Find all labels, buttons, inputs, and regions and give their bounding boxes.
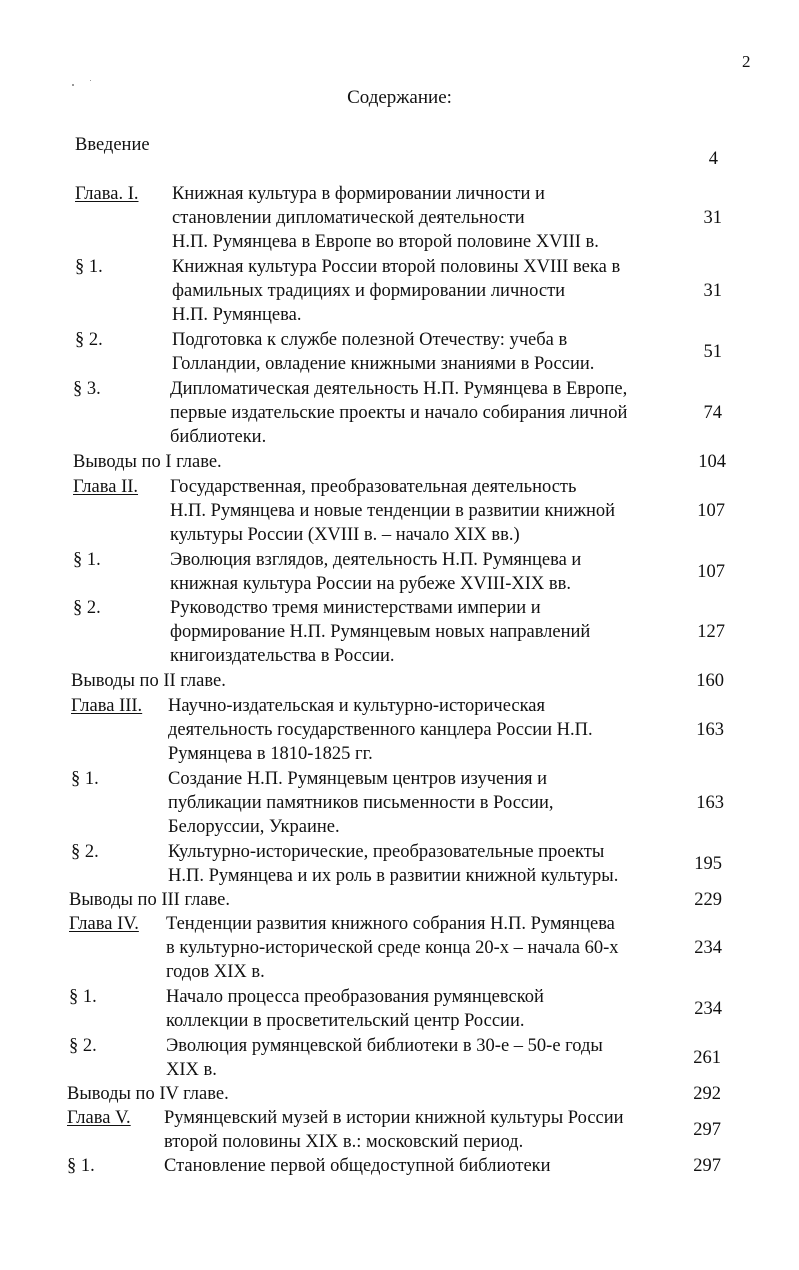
entry-line: в культурно-исторической среде конца 20-х – начала 60-х [166,938,619,958]
entry-page: 163 [696,793,724,813]
entry-line: Румянцева в 1810-1825 гг. [168,744,373,764]
toc-section [0,767,799,841]
entry-line: Тенденции развития книжного собрания Н.П. Румянцева [166,914,615,934]
toc-conclusion [0,669,799,695]
entry-line: Голландии, овладение книжными знаниями в России. [172,354,595,374]
conclusion-text: Выводы по II главе. [71,671,226,691]
entry-line: Н.П. Румянцева. [172,305,302,325]
toc-section [0,840,799,890]
entry-page: 261 [693,1048,721,1068]
entry-line: Дипломатическая деятельность Н.П. Румянцева в Европе, [170,379,628,399]
toc-section [0,328,799,378]
scan-speck [72,84,74,86]
entry-line: Государственная, преобразовательная деятельность [170,477,577,497]
entry-page: 297 [693,1156,721,1176]
entry-line: Н.П. Румянцева и их роль в развитии книжной культуры. [168,866,619,886]
entry-line: Эволюция взглядов, деятельность Н.П. Румянцева и [170,550,582,570]
toc-chapter [0,912,799,986]
entry-line: культуры России (XVIII в. – начало XIX вв.) [170,525,520,545]
entry-line: Культурно-исторические, преобразовательные проекты [168,842,605,862]
chapter-label: Глава V. [67,1108,131,1128]
entry-line: Начало процесса преобразования румянцевской [166,987,544,1007]
entry-line: Руководство тремя министерствами империи и [170,598,541,618]
toc-section [0,377,799,451]
entry-page: 107 [697,501,725,521]
entry-page: 31 [703,208,722,228]
toc-chapter [0,182,799,256]
entry-page: 104 [698,452,726,472]
entry-line: Румянцевский музей в истории книжной культуры России [164,1108,624,1128]
toc-section [0,255,799,329]
toc-title: Содержание: [347,87,452,108]
toc-section [0,596,799,670]
entry-line: XIX в. [166,1060,217,1080]
intro-label: Введение [75,135,150,155]
entry-line: становлении дипломатической деятельности [172,208,525,228]
entry-line: библиотеки. [170,427,267,447]
toc-conclusion [0,1082,799,1108]
toc-chapter [0,1106,799,1156]
entry-line: книгоиздательства в России. [170,646,395,666]
entry-page: 31 [703,281,722,301]
chapter-label: Глава. I. [75,184,139,204]
entry-line: деятельность государственного канцлера России Н.П. [168,720,593,740]
entry-line: Становление первой общедоступной библиотеки [164,1156,551,1176]
entry-line: Эволюция румянцевской библиотеки в 30-е – 50-е годы [166,1036,603,1056]
entry-line: Создание Н.П. Румянцевым центров изучения и [168,769,548,789]
toc-conclusion [0,888,799,914]
intro-page: 4 [708,149,718,169]
section-label: § 1. [67,1156,95,1176]
section-label: § 1. [69,987,97,1007]
section-label: § 1. [73,550,101,570]
toc-section [0,1154,799,1180]
section-label: § 2. [75,330,103,350]
chapter-label: Глава III. [71,696,143,716]
entry-line: Белоруссии, Украине. [168,817,340,837]
toc-chapter [0,475,799,549]
section-label: § 2. [69,1036,97,1056]
toc-section [0,548,799,598]
entry-line: Н.П. Румянцева и новые тенденции в развитии книжной [170,501,616,521]
entry-line: коллекции в просветительский центр России. [166,1011,525,1031]
section-label: § 1. [75,257,103,277]
entry-page: 234 [694,938,722,958]
conclusion-text: Выводы по IV главе. [67,1084,229,1104]
entry-page: 160 [696,671,724,691]
section-label: § 2. [73,598,101,618]
entry-page: 229 [694,890,722,910]
entry-line: Книжная культура России второй половины XVIII века в [172,257,621,277]
conclusion-text: Выводы по III главе. [69,890,230,910]
scan-speck [90,80,91,81]
entry-line: публикации памятников письменности в России, [168,793,554,813]
toc-chapter [0,694,799,768]
entry-page: 297 [693,1120,721,1140]
entry-line: второй половины XIX в.: московский период. [164,1132,524,1152]
entry-line: Научно-издательская и культурно-историческая [168,696,546,716]
section-label: § 2. [71,842,99,862]
conclusion-text: Выводы по I главе. [73,452,222,472]
entry-page: 292 [693,1084,721,1104]
entry-line: Подготовка к службе полезной Отечеству: учеба в [172,330,568,350]
entry-line: годов XIX в. [166,962,265,982]
entry-page: 234 [694,999,722,1019]
entry-line: Н.П. Румянцева в Европе во второй половине XVIII в. [172,232,599,252]
toc-section [0,985,799,1035]
toc-intro [0,133,799,183]
section-label: § 1. [71,769,99,789]
section-label: § 3. [73,379,101,399]
entry-line: книжная культура России на рубеже XVIII-XIX вв. [170,574,571,594]
entry-page: 195 [694,854,722,874]
entry-page: 74 [703,403,722,423]
entry-line: Книжная культура в формировании личности и [172,184,545,204]
entry-page: 51 [703,342,722,362]
entry-line: первые издательские проекты и начало собирания личной [170,403,628,423]
entry-page: 107 [697,562,725,582]
entry-line: фамильных традициях и формировании личности [172,281,566,301]
entry-line: формирование Н.П. Румянцевым новых направлений [170,622,591,642]
chapter-label: Глава IV. [69,914,139,934]
page-number: 2 [742,52,751,71]
entry-page: 163 [696,720,724,740]
entry-page: 127 [697,622,725,642]
toc-conclusion [0,450,799,476]
chapter-label: Глава II. [73,477,139,497]
toc-section [0,1034,799,1084]
